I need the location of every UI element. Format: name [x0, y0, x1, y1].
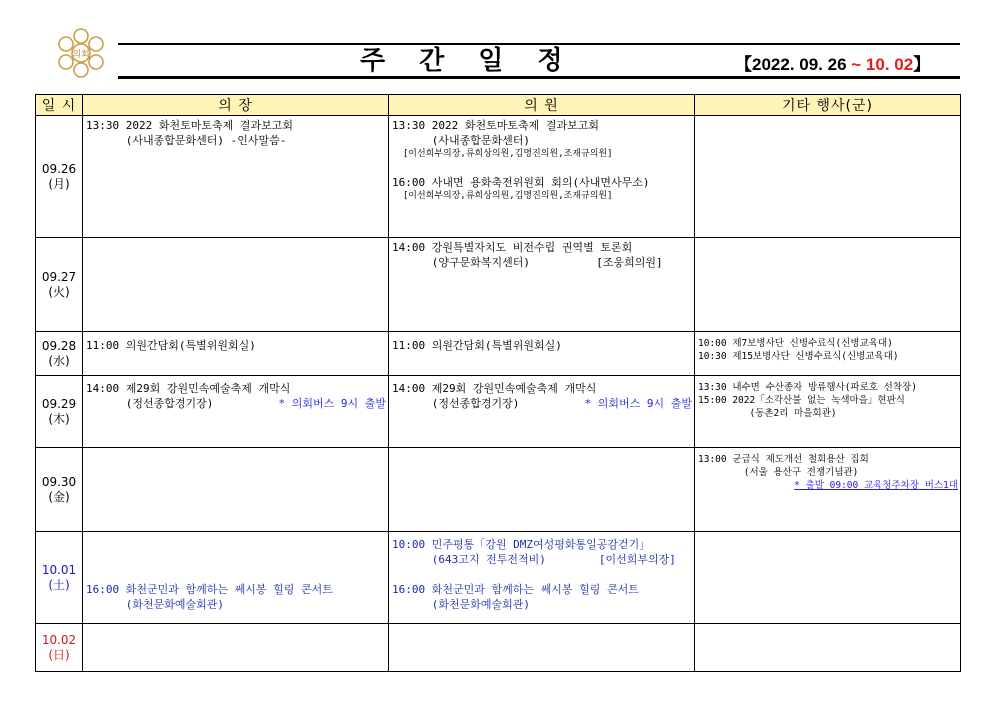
table-row: [36, 238, 961, 332]
col-header-date: 일 시: [36, 95, 83, 116]
period-close: 】: [913, 55, 931, 74]
day-value: (月): [48, 176, 70, 191]
period-tilde: ~: [851, 55, 862, 74]
members-cell: [389, 532, 695, 624]
date-value: 10.02: [41, 632, 77, 647]
date-value: 09.26: [41, 161, 77, 176]
emblem-text: 의회: [72, 50, 90, 60]
table-row: [36, 532, 961, 624]
other-line: 15:00 2022「소각산불 없는 녹색마을」현판식: [698, 395, 905, 406]
table-row: [36, 376, 961, 448]
date-cell: [36, 624, 83, 672]
members-line: 16:00 화천군민과 함께하는 쎄시봉 힐링 콘서트: [392, 583, 639, 596]
date-cell: [36, 448, 83, 532]
date-value: 09.30: [41, 474, 77, 489]
other-line: 10:30 제15보병사단 신병수료식(신병교육대): [698, 351, 899, 362]
other-cell: [695, 332, 961, 376]
members-line: 16:00 사내면 용화축전위원회 회의(사내면사무소): [392, 176, 650, 189]
table-row: [36, 448, 961, 532]
members-line: 13:30 2022 화천토마토축제 결과보고회: [392, 119, 599, 132]
other-cell: [695, 376, 961, 448]
period-start: 2022. 09. 26: [752, 55, 852, 74]
council-emblem-icon: [50, 26, 112, 80]
members-cell: [389, 448, 695, 532]
members-line: 14:00 강원특별자치도 비전수립 권역별 토론회: [392, 241, 633, 254]
members-cell: [389, 376, 695, 448]
chair-line-wrap: [83, 396, 388, 411]
chair-line: 14:00 제29회 강원민속예술축제 개막식: [86, 382, 291, 395]
members-cell: [389, 332, 695, 376]
period-open: 【: [735, 55, 752, 74]
chair-cell: [83, 332, 389, 376]
table-row: [36, 624, 961, 672]
page-title: 주간일정: [360, 46, 597, 76]
chair-cell: [83, 376, 389, 448]
day-value: (日): [48, 647, 70, 662]
other-line: 13:30 내수면 수산종자 방류행사(파로호 선착장): [698, 382, 917, 393]
date-value: 10.01: [41, 562, 77, 577]
bus-note: * 의회버스 9시 출발: [278, 397, 386, 410]
members-line-wrap: [389, 396, 694, 411]
day-value: (火): [48, 284, 70, 299]
other-line: (서울 용산구 전쟁기념관): [698, 467, 859, 478]
chair-line: 16:00 화천군민과 함께하는 쎄시봉 힐링 콘서트: [86, 583, 333, 596]
other-cell: [695, 238, 961, 332]
chair-line: (화천문화예술회관): [86, 598, 224, 611]
table-row: [36, 116, 961, 238]
schedule-table: [35, 94, 961, 672]
other-cell: [695, 624, 961, 672]
chair-line: 11:00 의원간담회(특별위원회실): [86, 339, 256, 352]
schedule-period: [735, 50, 930, 75]
members-cell: [389, 116, 695, 238]
other-cell: [695, 448, 961, 532]
day-value: (木): [48, 411, 70, 426]
day-value: (金): [48, 489, 70, 504]
chair-cell: [83, 624, 389, 672]
date-value: 09.27: [41, 269, 77, 284]
period-end: 10. 02: [861, 55, 914, 74]
members-line: 11:00 의원간담회(특별위원회실): [392, 339, 562, 352]
date-cell: [36, 376, 83, 448]
chair-line: 13:30 2022 화천토마토축제 결과보고회: [86, 119, 293, 132]
members-line: 10:00 민주평통「강원 DMZ여성평화통일공감걷기」: [392, 538, 651, 551]
other-cell: [695, 532, 961, 624]
other-line: (동촌2리 마을회관): [698, 408, 837, 419]
chair-line: (사내종합문화센터) -인사말씀-: [86, 134, 287, 147]
date-cell: [36, 238, 83, 332]
date-cell: [36, 332, 83, 376]
members-cell: [389, 238, 695, 332]
other-line: 10:00 제7보병사단 신병수료식(신병교육대): [698, 338, 893, 349]
col-header-members: 의 원: [389, 95, 695, 116]
chair-cell: [83, 116, 389, 238]
members-attendees: [이선희부의장,류희상의원,김명진의원,조재규의원]: [392, 149, 613, 159]
bus-note: * 의회버스 9시 출발: [584, 397, 692, 410]
members-line: (정선종합경기장): [392, 397, 520, 410]
chair-cell: [83, 532, 389, 624]
members-line: 14:00 제29회 강원민속예술축제 개막식: [392, 382, 597, 395]
chair-cell: [83, 448, 389, 532]
chair-cell: [83, 238, 389, 332]
bus-note: * 출발 09:00 교육청주차장 버스1대: [794, 480, 958, 491]
table-row: [36, 332, 961, 376]
chair-line: (정선종합경기장): [86, 397, 214, 410]
col-header-chair: 의 장: [83, 95, 389, 116]
day-value: (土): [48, 577, 70, 592]
date-cell: [36, 116, 83, 238]
other-cell: [695, 116, 961, 238]
date-cell: [36, 532, 83, 624]
other-line: 13:00 군급식 제도개선 철회용산 집회: [698, 454, 869, 465]
date-value: 09.29: [41, 396, 77, 411]
members-line: (643고지 전투전적비) [이선희부의장]: [392, 553, 676, 566]
members-line: (화천문화예술회관): [392, 598, 530, 611]
members-line: (양구문화복지센터) [조웅희의원]: [392, 256, 663, 269]
col-header-other: 기타 행사(군): [695, 95, 961, 116]
members-attendees: [이선희부의장,류희상의원,김명진의원,조재규의원]: [392, 191, 613, 201]
day-value: (水): [48, 353, 70, 368]
date-value: 09.28: [41, 338, 77, 353]
members-line: (사내종합문화센터): [392, 134, 530, 147]
members-cell: [389, 624, 695, 672]
table-header-row: [36, 95, 961, 116]
